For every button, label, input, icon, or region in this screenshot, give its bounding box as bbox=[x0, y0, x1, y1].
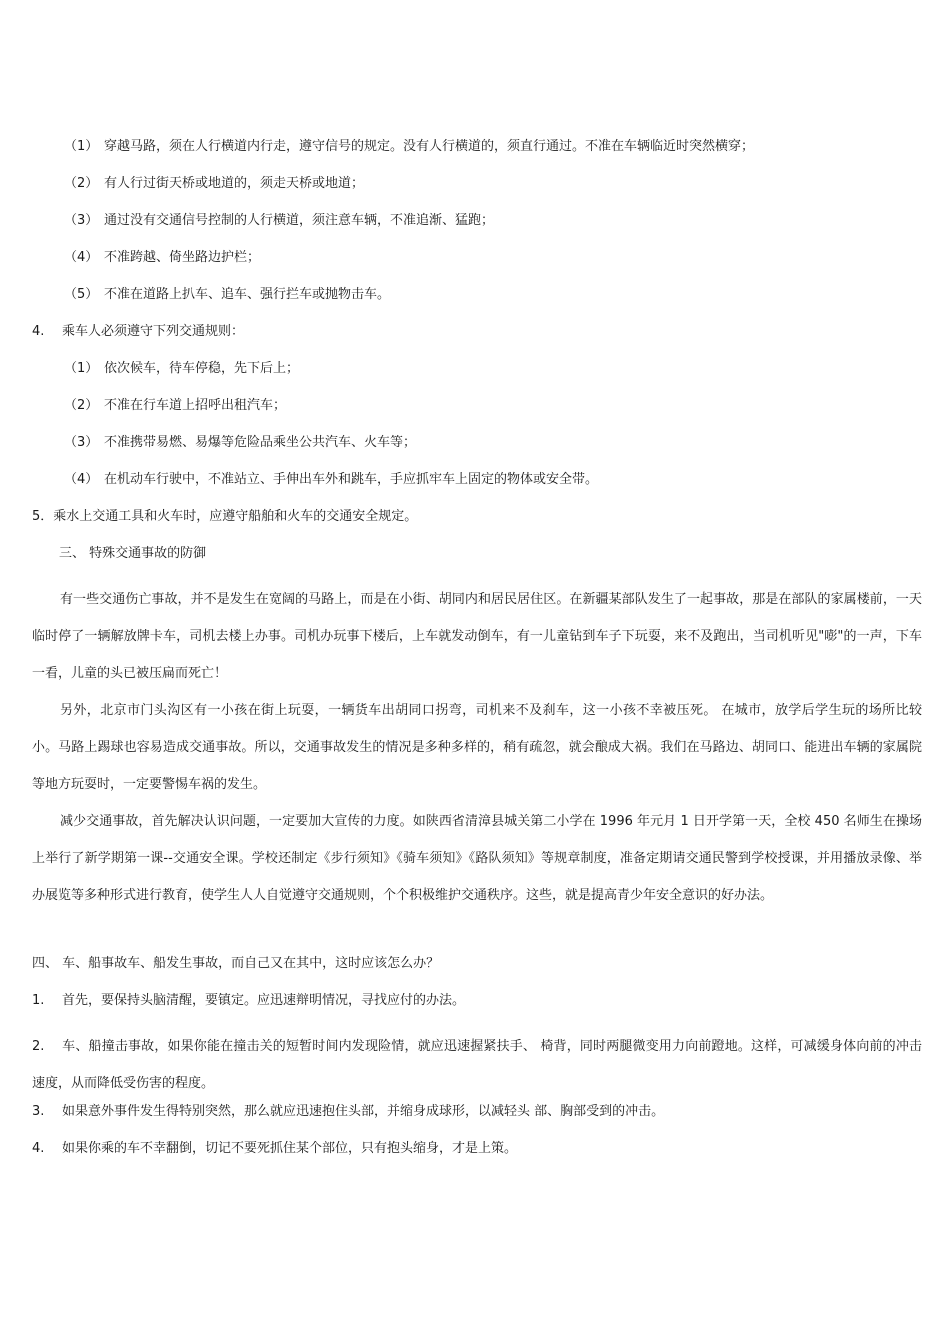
rule-number: （1） bbox=[64, 139, 99, 154]
water-transport-rule: 5．乘水上交通工具和火车时，应遵守船舶和火车的交通安全规定。 bbox=[32, 509, 418, 524]
item-text: 车、船撞击事故，如果你能在撞击关的短暂时间内发现险情，就应迅速握紧扶手、 椅背，同时两腿微变用力向前蹬地。这样，可减缓身体向前的冲击速度，从而降低受伤害的程度。 bbox=[32, 1039, 922, 1091]
rule-number: （2） bbox=[64, 176, 99, 191]
section-four-item-4 bbox=[32, 1139, 922, 1176]
section-four-heading: 四、 车、船事故车、船发生事故，而自己又在其中，这时应该怎么办？ bbox=[32, 956, 440, 971]
rule-text: 不准携带易燃、易爆等危险品乘坐公共汽车、火车等； bbox=[104, 435, 417, 450]
rule-number: （1） bbox=[64, 361, 99, 376]
section-four-item-2 bbox=[32, 1028, 922, 1102]
pedestrian-rule-4 bbox=[32, 248, 922, 285]
pedestrian-rule-1 bbox=[32, 137, 922, 174]
rule-text: 不准在行车道上招呼出租汽车； bbox=[104, 398, 287, 413]
pedestrian-rule-5 bbox=[32, 285, 922, 322]
document-content bbox=[32, 137, 922, 1176]
rule-number: （4） bbox=[64, 250, 99, 265]
rule-number: （5） bbox=[64, 287, 99, 302]
item-number: 3. bbox=[32, 1104, 45, 1119]
item-text: 如果你乘的车不幸翻倒，切记不要死抓住某个部位，只有抱头缩身，才是上策。 bbox=[62, 1141, 518, 1156]
rule-number: （2） bbox=[64, 398, 99, 413]
passenger-rule-2 bbox=[32, 396, 922, 433]
rule-text: 不准在道路上扒车、追车、强行拦车或抛物击车。 bbox=[104, 287, 391, 302]
paragraph-safety-education: 减少交通事故，首先解决认识问题，一定要加大宣传的力度。如陕西省清漳县城关第二小学在 1996 年元月 1 日开学第一天，全校 450 名师生在操场上举行了新学期第一课--交通安全课。学校还制定《步行须知》《骑车须知》《路队须知》等规章制度，准备定期请交通民警到学校授课，并用播放录像、举办展览等多种形式进行教育，使学生人人自觉遵守交通规则，个个积极维护交通秩序。这些，就是提高青少年安全意识的好办法。 bbox=[32, 814, 922, 903]
rule-text: 穿越马路，须在人行横道内行走，遵守信号的规定。没有人行横道的，须直行通过。不准在车辆临近时突然横穿； bbox=[104, 139, 755, 154]
item-number: 2. bbox=[32, 1039, 45, 1054]
rule-text: 有人行过街天桥或地道的，须走天桥或地道； bbox=[104, 176, 365, 191]
section-four-item-3 bbox=[32, 1102, 922, 1139]
pedestrian-rule-2 bbox=[32, 174, 922, 211]
rule-number: （4） bbox=[64, 472, 99, 487]
passenger-rule-4 bbox=[32, 470, 922, 507]
paragraph-beijing-accident: 另外，北京市门头沟区有一小孩在街上玩耍，一辆货车出胡同口拐弯，司机来不及刹车，这一小孩不幸被压死。 在城市，放学后学生玩的场所比较小。马路上踢球也容易造成交通事故。所以，交通事故发生的情况是多种多样的，稍有疏忽，就会酿成大祸。我们在马路边、胡同口、能进出车辆的家属院等地方玩耍时，一定要警惕车祸的发生。 bbox=[32, 703, 922, 792]
section-three-heading: 三、 特殊交通事故的防御 bbox=[59, 546, 207, 561]
rule-text: 通过没有交通信号控制的人行横道，须注意车辆，不准追渐、猛跑； bbox=[104, 213, 495, 228]
passenger-rule-1 bbox=[32, 359, 922, 396]
section-four-item-1 bbox=[32, 991, 922, 1028]
item-text: 首先，要保持头脑清醒，要镇定。应迅速辩明情况，寻找应付的办法。 bbox=[62, 993, 466, 1008]
item-number: 4. bbox=[32, 1141, 45, 1156]
pedestrian-rule-3 bbox=[32, 211, 922, 248]
item-number: 4. bbox=[32, 324, 45, 339]
rule-number: （3） bbox=[64, 435, 99, 450]
item-text: 乘车人必须遵守下列交通规则： bbox=[62, 324, 245, 339]
rule-text: 依次候车，待车停稳，先下后上； bbox=[104, 361, 300, 376]
rule-number: （3） bbox=[64, 213, 99, 228]
rule-text: 在机动车行驶中，不准站立、手伸出车外和跳车，手应抓牢车上固定的物体或安全带。 bbox=[104, 472, 599, 487]
passenger-rules-heading bbox=[32, 322, 922, 359]
item-number: 1. bbox=[32, 993, 45, 1008]
passenger-rule-3 bbox=[32, 433, 922, 470]
blank-line bbox=[32, 914, 922, 954]
item-text: 如果意外事件发生得特别突然，那么就应迅速抱住头部，并缩身成球形，以减轻头 部、胸部受到的冲击。 bbox=[62, 1104, 665, 1119]
paragraph-xinjiang-accident: 有一些交通伤亡事故，并不是发生在宽阔的马路上，而是在小街、胡同内和居民居住区。在新疆某部队发生了一起事故，那是在部队的家属楼前，一天临时停了一辆解放牌卡车，司机去楼上办事。司机办玩事下楼后，上车就发动倒车，有一儿童钻到车子下玩耍，来不及跑出，当司机听见"嘭"的一声，下车一看，儿童的头已被压扁而死亡！ bbox=[32, 592, 922, 681]
rule-text: 不准跨越、倚坐路边护栏； bbox=[104, 250, 261, 265]
